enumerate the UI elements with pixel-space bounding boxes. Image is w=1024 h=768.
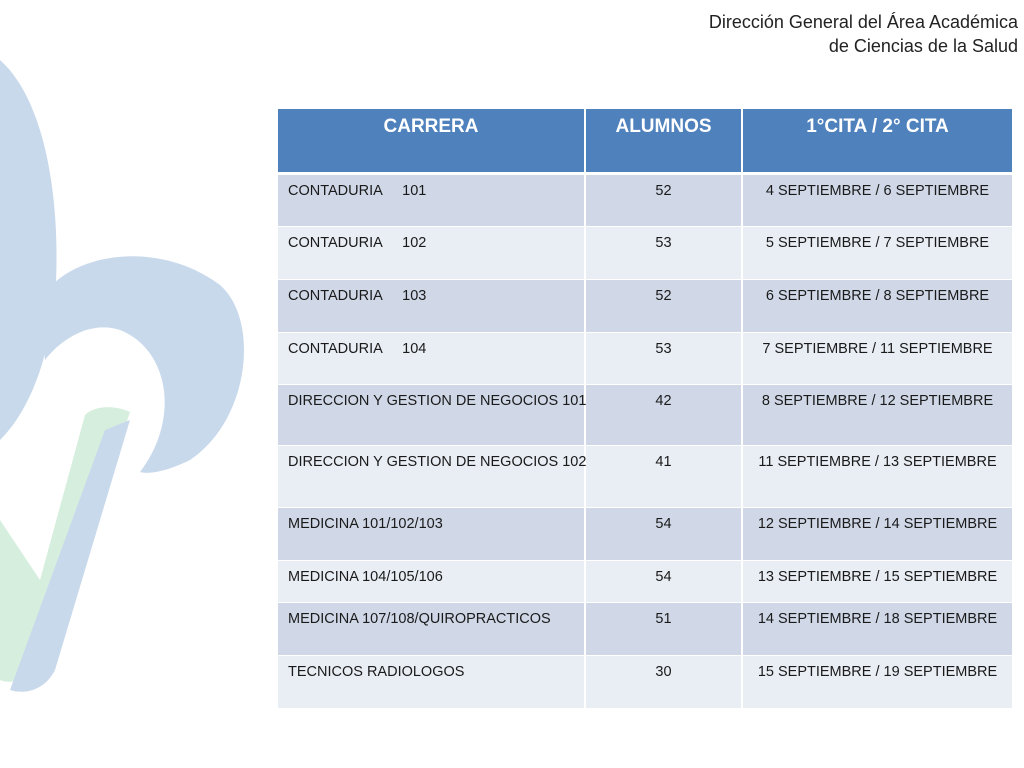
alumnos-cell: 53 [585,226,742,279]
carrera-cell: CONTADURIA 101 [278,173,585,226]
citas-cell: 4 SEPTIEMBRE / 6 SEPTIEMBRE [742,173,1013,226]
alumnos-cell: 53 [585,332,742,384]
alumnos-cell: 42 [585,384,742,445]
citas-cell: 13 SEPTIEMBRE / 15 SEPTIEMBRE [742,560,1013,602]
alumnos-cell: 54 [585,507,742,560]
table-row [278,332,1013,384]
carrera-cell: CONTADURIA 103 [278,279,585,332]
carrera-cell: MEDICINA 107/108/QUIROPRACTICOS [278,602,585,655]
alumnos-cell: 41 [585,445,742,507]
carrera-cell: DIRECCION Y GESTION DE NEGOCIOS 101 [278,384,585,445]
alumnos-cell: 54 [585,560,742,602]
citas-cell: 11 SEPTIEMBRE / 13 SEPTIEMBRE [742,445,1013,507]
carrera-cell: CONTADURIA 102 [278,226,585,279]
carrera-cell: DIRECCION Y GESTION DE NEGOCIOS 102 [278,445,585,507]
alumnos-cell: 52 [585,279,742,332]
carrera-cell: MEDICINA 101/102/103 [278,507,585,560]
header-line-2: de Ciencias de la Salud [828,36,1018,56]
table-row [278,173,1013,226]
citas-cell: 15 SEPTIEMBRE / 19 SEPTIEMBRE [742,655,1013,708]
header-line-1: Dirección General del Área Académica [708,12,1018,32]
alumnos-cell: 30 [585,655,742,708]
column-header-alumnos: ALUMNOS [585,109,742,173]
column-header-carrera: CARRERA [278,109,585,173]
table-row [278,560,1013,602]
carrera-cell: TECNICOS RADIOLOGOS [278,655,585,708]
table-row [278,279,1013,332]
alumnos-cell: 52 [585,173,742,226]
table-row [278,507,1013,560]
university-logo-watermark [0,0,260,768]
table-row [278,602,1013,655]
citas-cell: 12 SEPTIEMBRE / 14 SEPTIEMBRE [742,507,1013,560]
table-row [278,445,1013,507]
table-header-row [278,109,1013,173]
table-row [278,226,1013,279]
citas-cell: 7 SEPTIEMBRE / 11 SEPTIEMBRE [742,332,1013,384]
table-row [278,384,1013,445]
citas-cell: 8 SEPTIEMBRE / 12 SEPTIEMBRE [742,384,1013,445]
carrera-cell: CONTADURIA 104 [278,332,585,384]
schedule-table [278,109,1014,709]
citas-cell: 6 SEPTIEMBRE / 8 SEPTIEMBRE [742,279,1013,332]
table-row [278,655,1013,708]
alumnos-cell: 51 [585,602,742,655]
citas-cell: 14 SEPTIEMBRE / 18 SEPTIEMBRE [742,602,1013,655]
column-header-citas: 1°CITA / 2° CITA [742,109,1013,173]
citas-cell: 5 SEPTIEMBRE / 7 SEPTIEMBRE [742,226,1013,279]
carrera-cell: MEDICINA 104/105/106 [278,560,585,602]
header [709,10,1018,58]
